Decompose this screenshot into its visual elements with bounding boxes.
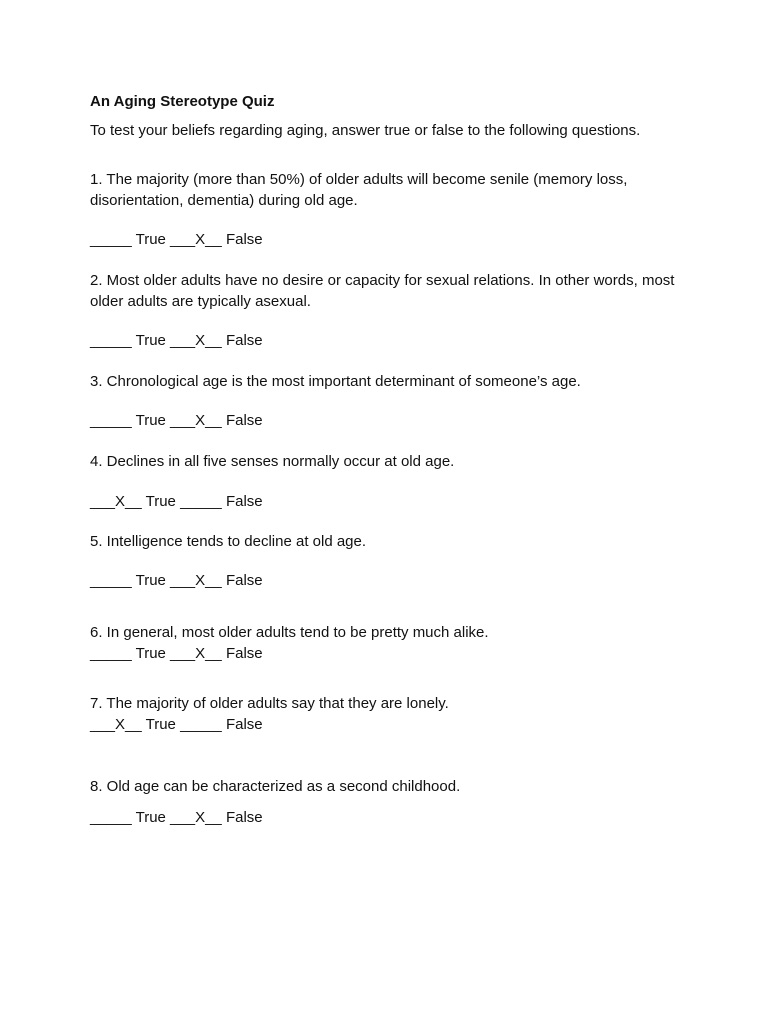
question-1-line-1: 1. The majority (more than 50%) of older adults will become senile (memory loss, bbox=[90, 171, 628, 188]
question-6-answer: _____ True ___X__ False bbox=[90, 645, 263, 662]
question-8-text: 8. Old age can be characterized as a second childhood. bbox=[90, 778, 461, 795]
document-page bbox=[90, 0, 690, 1024]
question-7-answer: ___X__ True _____ False bbox=[90, 716, 263, 733]
question-2-line-1: 2. Most older adults have no desire or capacity for sexual relations. In other words, most bbox=[90, 272, 675, 289]
question-5-answer: _____ True ___X__ False bbox=[90, 572, 263, 589]
question-1-answer: _____ True ___X__ False bbox=[90, 231, 263, 248]
question-4-text: 4. Declines in all five senses normally occur at old age. bbox=[90, 453, 455, 470]
question-2-answer: _____ True ___X__ False bbox=[90, 332, 263, 349]
question-4-answer: ___X__ True _____ False bbox=[90, 493, 263, 510]
question-6-text: 6. In general, most older adults tend to be pretty much alike. bbox=[90, 624, 489, 641]
question-5-text: 5. Intelligence tends to decline at old age. bbox=[90, 533, 367, 550]
intro-text: To test your beliefs regarding aging, answer true or false to the following questions. bbox=[90, 122, 641, 139]
question-3-answer: _____ True ___X__ False bbox=[90, 412, 263, 429]
question-1-line-2: disorientation, dementia) during old age. bbox=[90, 192, 358, 209]
question-2-line-2: older adults are typically asexual. bbox=[90, 293, 311, 310]
question-8-answer: _____ True ___X__ False bbox=[90, 809, 263, 826]
page-title: An Aging Stereotype Quiz bbox=[90, 93, 275, 110]
question-7-text: 7. The majority of older adults say that they are lonely. bbox=[90, 695, 449, 712]
question-3-text: 3. Chronological age is the most important determinant of someone’s age. bbox=[90, 373, 581, 390]
